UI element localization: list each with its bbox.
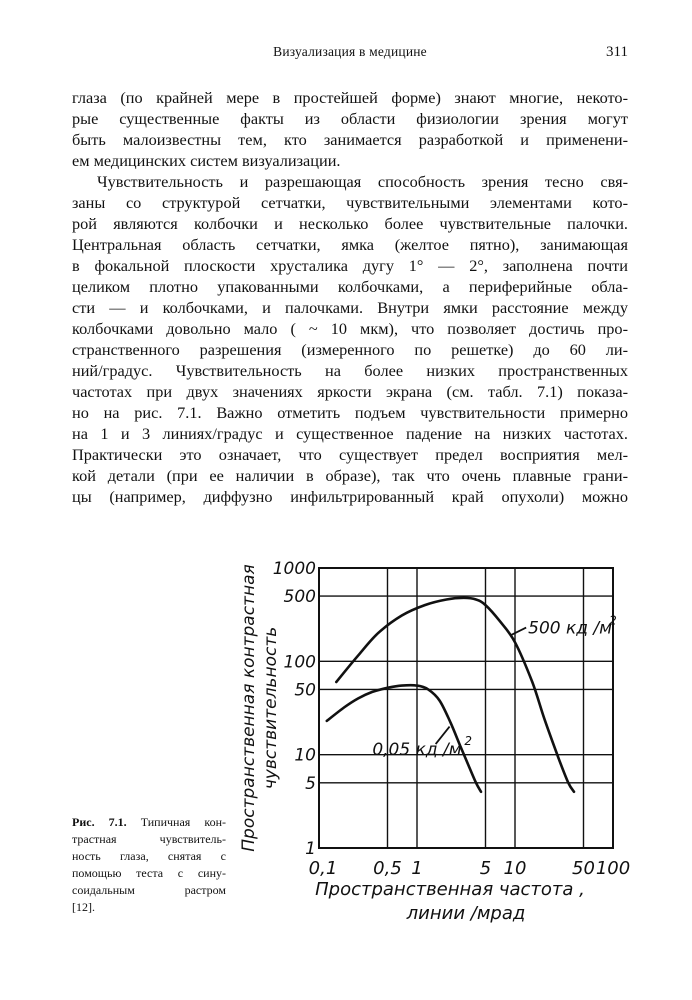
text-line: рой являются колбочки и несколько более чувствительные палочки. <box>72 214 628 233</box>
x-tick-label: 1 <box>411 858 423 879</box>
text-line: частотах при двух значениях яркости экрана (см. табл. 7.1) показа- <box>72 382 628 401</box>
figure-caption <box>72 814 226 916</box>
text-line: ний/градус. Чувствительность на более низких пространственных <box>72 361 628 380</box>
text-line: целиком плотно упакованными колбочками, а периферийные обла- <box>72 277 628 296</box>
text-line: Практически это означает, что существует предел восприятия мел- <box>72 445 628 464</box>
x-tick-label: 5 <box>479 858 492 879</box>
x-axis-label: линии /мрад <box>406 903 526 924</box>
x-axis-label: Пространственная частота , <box>315 879 585 900</box>
y-tick-label: 50 <box>294 680 316 701</box>
text-line: странственного разрешения (измеренного по решетке) до 60 ли- <box>72 340 628 359</box>
text-line: цы (например, диффузно инфильтрированный край опухоли) можно <box>72 487 628 506</box>
caption-line: помощью теста с сину- <box>72 866 226 880</box>
contrast-sensitivity-chart <box>230 545 650 925</box>
x-tick-label: 100 <box>595 858 631 879</box>
running-header <box>72 44 628 68</box>
caption-line: соидальным растром <box>72 883 226 897</box>
y-tick-label: 5 <box>305 773 316 794</box>
series-label-superscript: 2 <box>464 733 472 748</box>
text-line: сти — и колбочками, и палочками. Внутри ямки расстояние между <box>72 298 628 317</box>
caption-line: трастная чувствитель- <box>72 832 226 846</box>
y-tick-label: 500 <box>283 587 316 608</box>
x-tick-label: 0,5 <box>373 858 402 879</box>
plot-frame <box>319 568 613 848</box>
series-005-cd-curve <box>327 685 481 792</box>
caption-line: ность глаза, снятая с <box>72 849 226 863</box>
y-axis-label: Пространственная контрастная <box>239 564 259 852</box>
caption-text: Типичная кон- <box>140 815 226 829</box>
text-line: быть малоизвестны тем, кто занимается разработкой и применени- <box>72 130 628 149</box>
y-axis-label: чувствительность <box>261 626 281 790</box>
text-line: заны со структурой сетчатки, чувствительными элементами кото- <box>72 193 628 212</box>
text-line: рые существенные факты из области физиологии зрения могут <box>72 109 628 128</box>
text-line: на 1 и 3 линиях/градус и существенное падение на низких частотах. <box>72 424 628 443</box>
series-label-005: 0,05 кд /м <box>372 739 462 760</box>
y-tick-label: 1000 <box>272 559 316 579</box>
text-line: Чувствительность и разрешающая способность зрения тесно свя- <box>97 172 628 191</box>
series-label-500: 500 кд /м <box>528 618 613 639</box>
text-line: ем медицинских систем визуализации. <box>72 151 341 170</box>
running-title: Визуализация в медицине <box>273 44 427 59</box>
annotation-leader <box>511 628 527 636</box>
caption-line: [12]. <box>72 900 95 914</box>
x-tick-label: 10 <box>503 858 527 879</box>
x-tick-label: 50 <box>572 858 595 879</box>
text-line: но на рис. 7.1. Важно отметить подъем чувствительности примерно <box>72 403 628 422</box>
series-label-superscript: 2 <box>609 613 617 628</box>
figure-label: Рис. 7.1. <box>72 815 127 829</box>
text-line: Центральная область сетчатки, ямка (желтое пятно), занимающая <box>72 235 628 254</box>
text-line: кой детали (при ее наличии в образе), так что очень плавные грани- <box>72 466 628 485</box>
page-number: 311 <box>606 44 628 60</box>
y-tick-label: 10 <box>294 745 316 766</box>
caption-line <box>72 814 226 831</box>
text-line: глаза (по крайней мере в простейшей форме) знают многие, некото- <box>72 88 628 107</box>
y-tick-label: 100 <box>283 652 316 673</box>
y-tick-label: 1 <box>305 839 316 859</box>
text-line: колбочками довольно мало ( ~ 10 мкм), что позволяет достичь про- <box>72 319 628 338</box>
text-line: в фокальной плоскости хрусталика дугу 1° — 2°, заполнена почти <box>72 256 628 275</box>
x-tick-label: 0,1 <box>308 858 338 879</box>
